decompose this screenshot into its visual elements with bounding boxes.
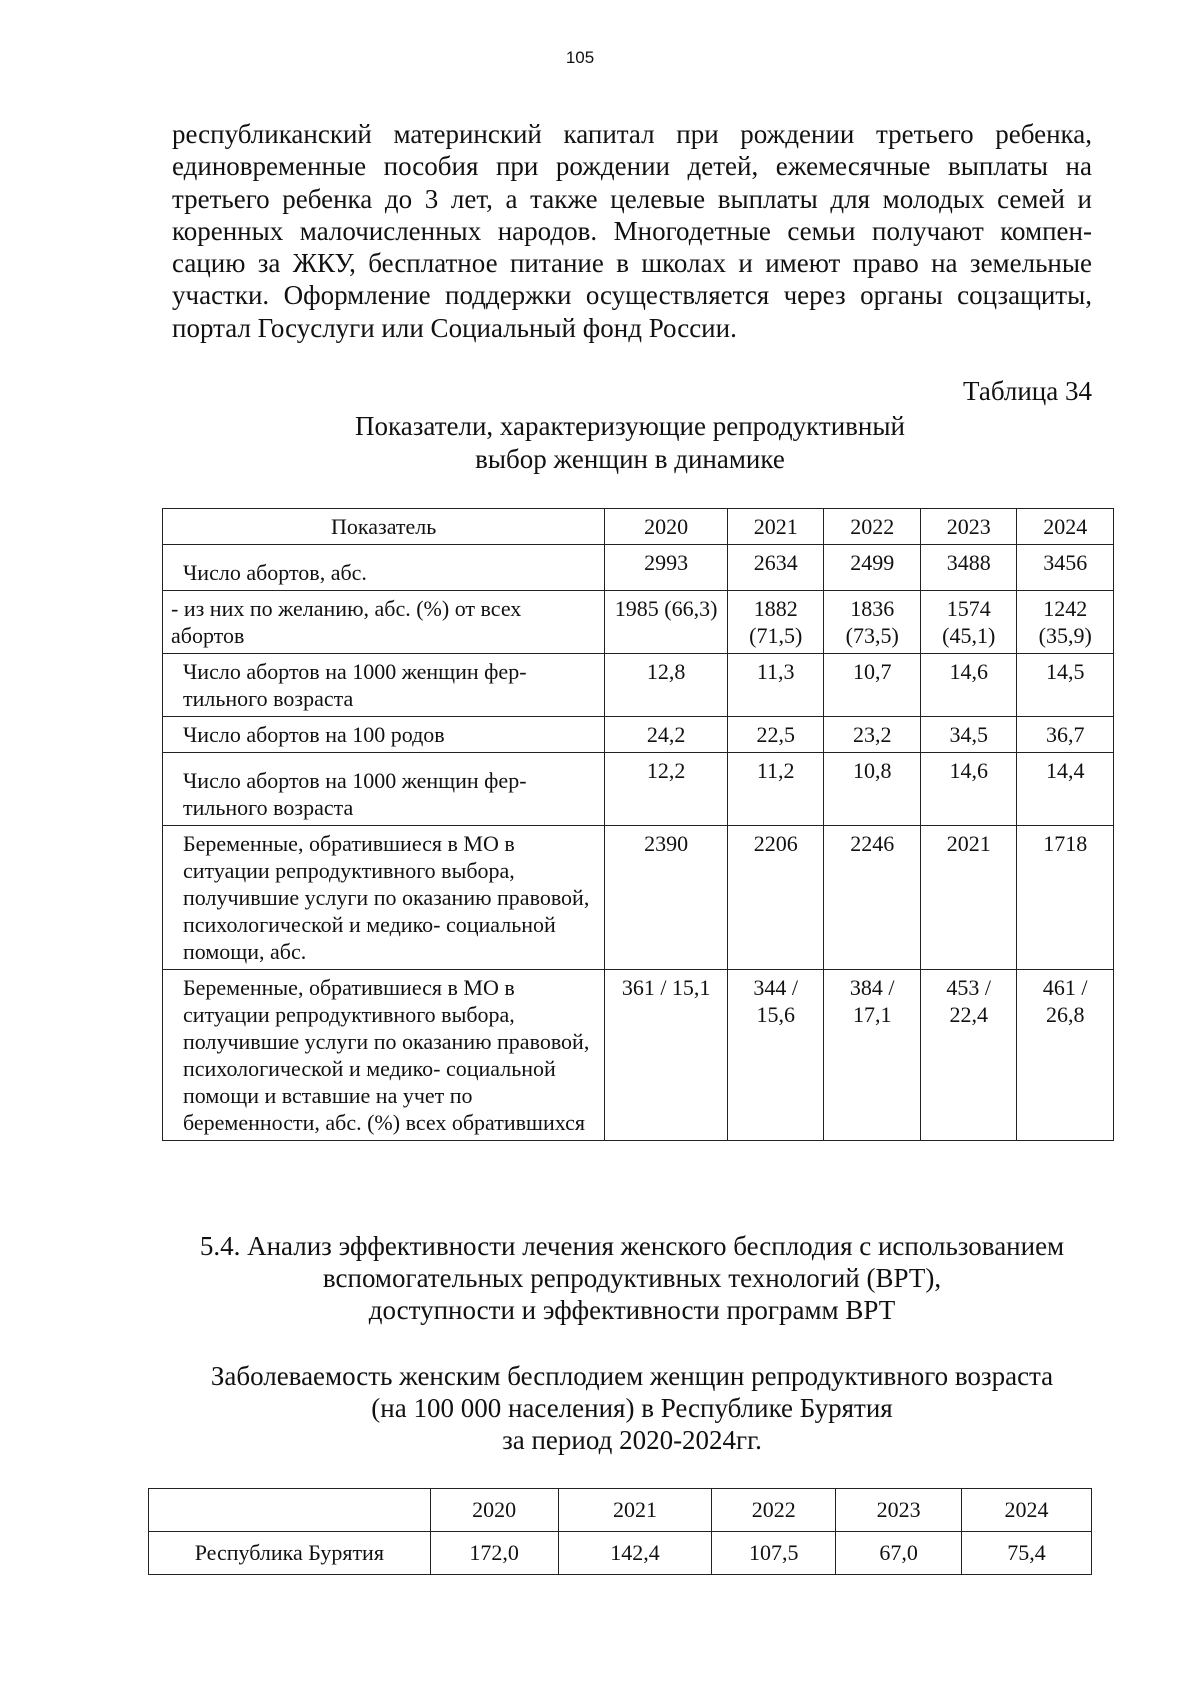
table-cell: 36,7 [1017,717,1114,753]
section-heading-line: 5.4. Анализ эффективности лечения женского бесплодия с использованием [199,1231,1065,1261]
table-cell: 14,6 [920,654,1017,717]
table-cell: 172,0 [430,1532,558,1575]
table-cell: 1882 (71,5) [727,591,824,654]
table-row [163,591,1114,654]
table-cell: 361 / 15,1 [605,970,728,1141]
table-cell: 461 / 26,8 [1017,970,1114,1141]
table-cell: 14,4 [1017,753,1114,826]
table-cell: 10,7 [824,654,921,717]
table-cell: 67,0 [836,1532,962,1575]
infertility-table [148,1488,1092,1575]
table-cell: 142,4 [558,1532,712,1575]
table-title [300,410,960,476]
table-cell: 34,5 [920,717,1017,753]
table-cell: 3456 [1017,545,1114,591]
table-cell: 2390 [605,826,728,970]
page-number: 105 [565,48,595,67]
row-label: Число абортов, абс. [163,545,605,591]
table-row [163,826,1114,970]
column-header: 2021 [727,509,824,545]
row-label: Число абортов на 1000 женщин фертильного возраста [163,654,605,717]
table-cell: 12,8 [605,654,728,717]
table-row [163,654,1114,717]
row-label: Республика Бурятия [149,1532,431,1575]
table-cell: 11,3 [727,654,824,717]
table-cell: 14,6 [920,753,1017,826]
table-cell: 2021 [920,826,1017,970]
infertility-table-title [172,1360,1092,1456]
column-header: 2020 [430,1489,558,1532]
table-row [163,753,1114,826]
table-header-row [149,1489,1092,1532]
table-cell: 1836 (73,5) [824,591,921,654]
column-header: 2023 [836,1489,962,1532]
table-cell: 2634 [727,545,824,591]
table-cell: 75,4 [962,1532,1092,1575]
row-label: Беременные, обратившиеся в МО в ситуации репродуктивного выбора, получившие услуги по оказанию правовой, психологической и медико- социальной помощи и вставшие на учет по беременности, абс. (%) всех обратившихся [163,970,605,1141]
table-header-row [163,509,1114,545]
column-header: 2022 [712,1489,836,1532]
table-cell: 384 / 17,1 [824,970,921,1141]
column-header: Показатель [163,509,605,545]
table-cell: 12,2 [605,753,728,826]
table-cell: 344 / 15,6 [727,970,824,1141]
table-cell: 11,2 [727,753,824,826]
reproductive-choice-table [162,508,1114,1141]
body-paragraph: республиканский материнский капитал при рождении третьего ребенка, единовременные пособия при рождении детей, ежемесячные выплаты на третьего ребенка до 3 лет, а также целевые выплаты для молодых семей и коренных малочисленных народов. Многодетные семьи получают компенсацию за ЖКУ, бесплатное питание в школах и имеют право на земельные участки. Оформление поддержки осуществляется через органы соцзащиты, портал Госуслуги или Социальный фонд России. [172,119,1092,343]
column-header: 2024 [962,1489,1092,1532]
table-cell: 1242 (35,9) [1017,591,1114,654]
column-header: 2024 [1017,509,1114,545]
table-row [163,545,1114,591]
table-row [163,717,1114,753]
table-cell: 107,5 [712,1532,836,1575]
column-header [149,1489,431,1532]
column-header: 2023 [920,509,1017,545]
table-cell: 2993 [605,545,728,591]
column-header: 2022 [824,509,921,545]
table-cell: 3488 [920,545,1017,591]
table-cell: 2499 [824,545,921,591]
row-label: - из них по желанию, абс. (%) от всех абортов [163,591,605,654]
table-cell: 23,2 [824,717,921,753]
table-cell: 1985 (66,3) [605,591,728,654]
table-cell: 22,5 [727,717,824,753]
section-heading [172,1230,1092,1326]
table-cell: 14,5 [1017,654,1114,717]
row-label: Число абортов на 100 родов [163,717,605,753]
table-cell: 2206 [727,826,824,970]
table-cell: 10,8 [824,753,921,826]
section-heading-line: вспомогательных репродуктивных технологий (ВРТ), [322,1263,942,1293]
table-cell: 2246 [824,826,921,970]
row-label: Беременные, обратившиеся в МО в ситуации репродуктивного выбора, получившие услуги по оказанию правовой, психологической и медико- социальной помощи, абс. [163,826,605,970]
table-cell: 453 / 22,4 [920,970,1017,1141]
table-number: Таблица 34 [963,376,1092,406]
table-title-line: (на 100 000 населения) в Республике Бурятия [371,1393,893,1423]
table-title-line: за период 2020-2024гг. [502,1425,762,1455]
table-cell: 1718 [1017,826,1114,970]
section-heading-line: доступности и эффективности программ ВРТ [368,1295,896,1325]
column-header: 2020 [605,509,728,545]
table-title-line: Показатели, характеризующие репродуктивный [355,411,905,441]
table-cell: 24,2 [605,717,728,753]
table-title-line: выбор женщин в динамике [475,444,785,474]
table-row [163,970,1114,1141]
table-title-line: Заболеваемость женским бесплодием женщин репродуктивного возраста [210,1361,1054,1391]
column-header: 2021 [558,1489,712,1532]
table-row [149,1532,1092,1575]
table-cell: 1574 (45,1) [920,591,1017,654]
row-label: Число абортов на 1000 женщин фертильного возраста [163,753,605,826]
